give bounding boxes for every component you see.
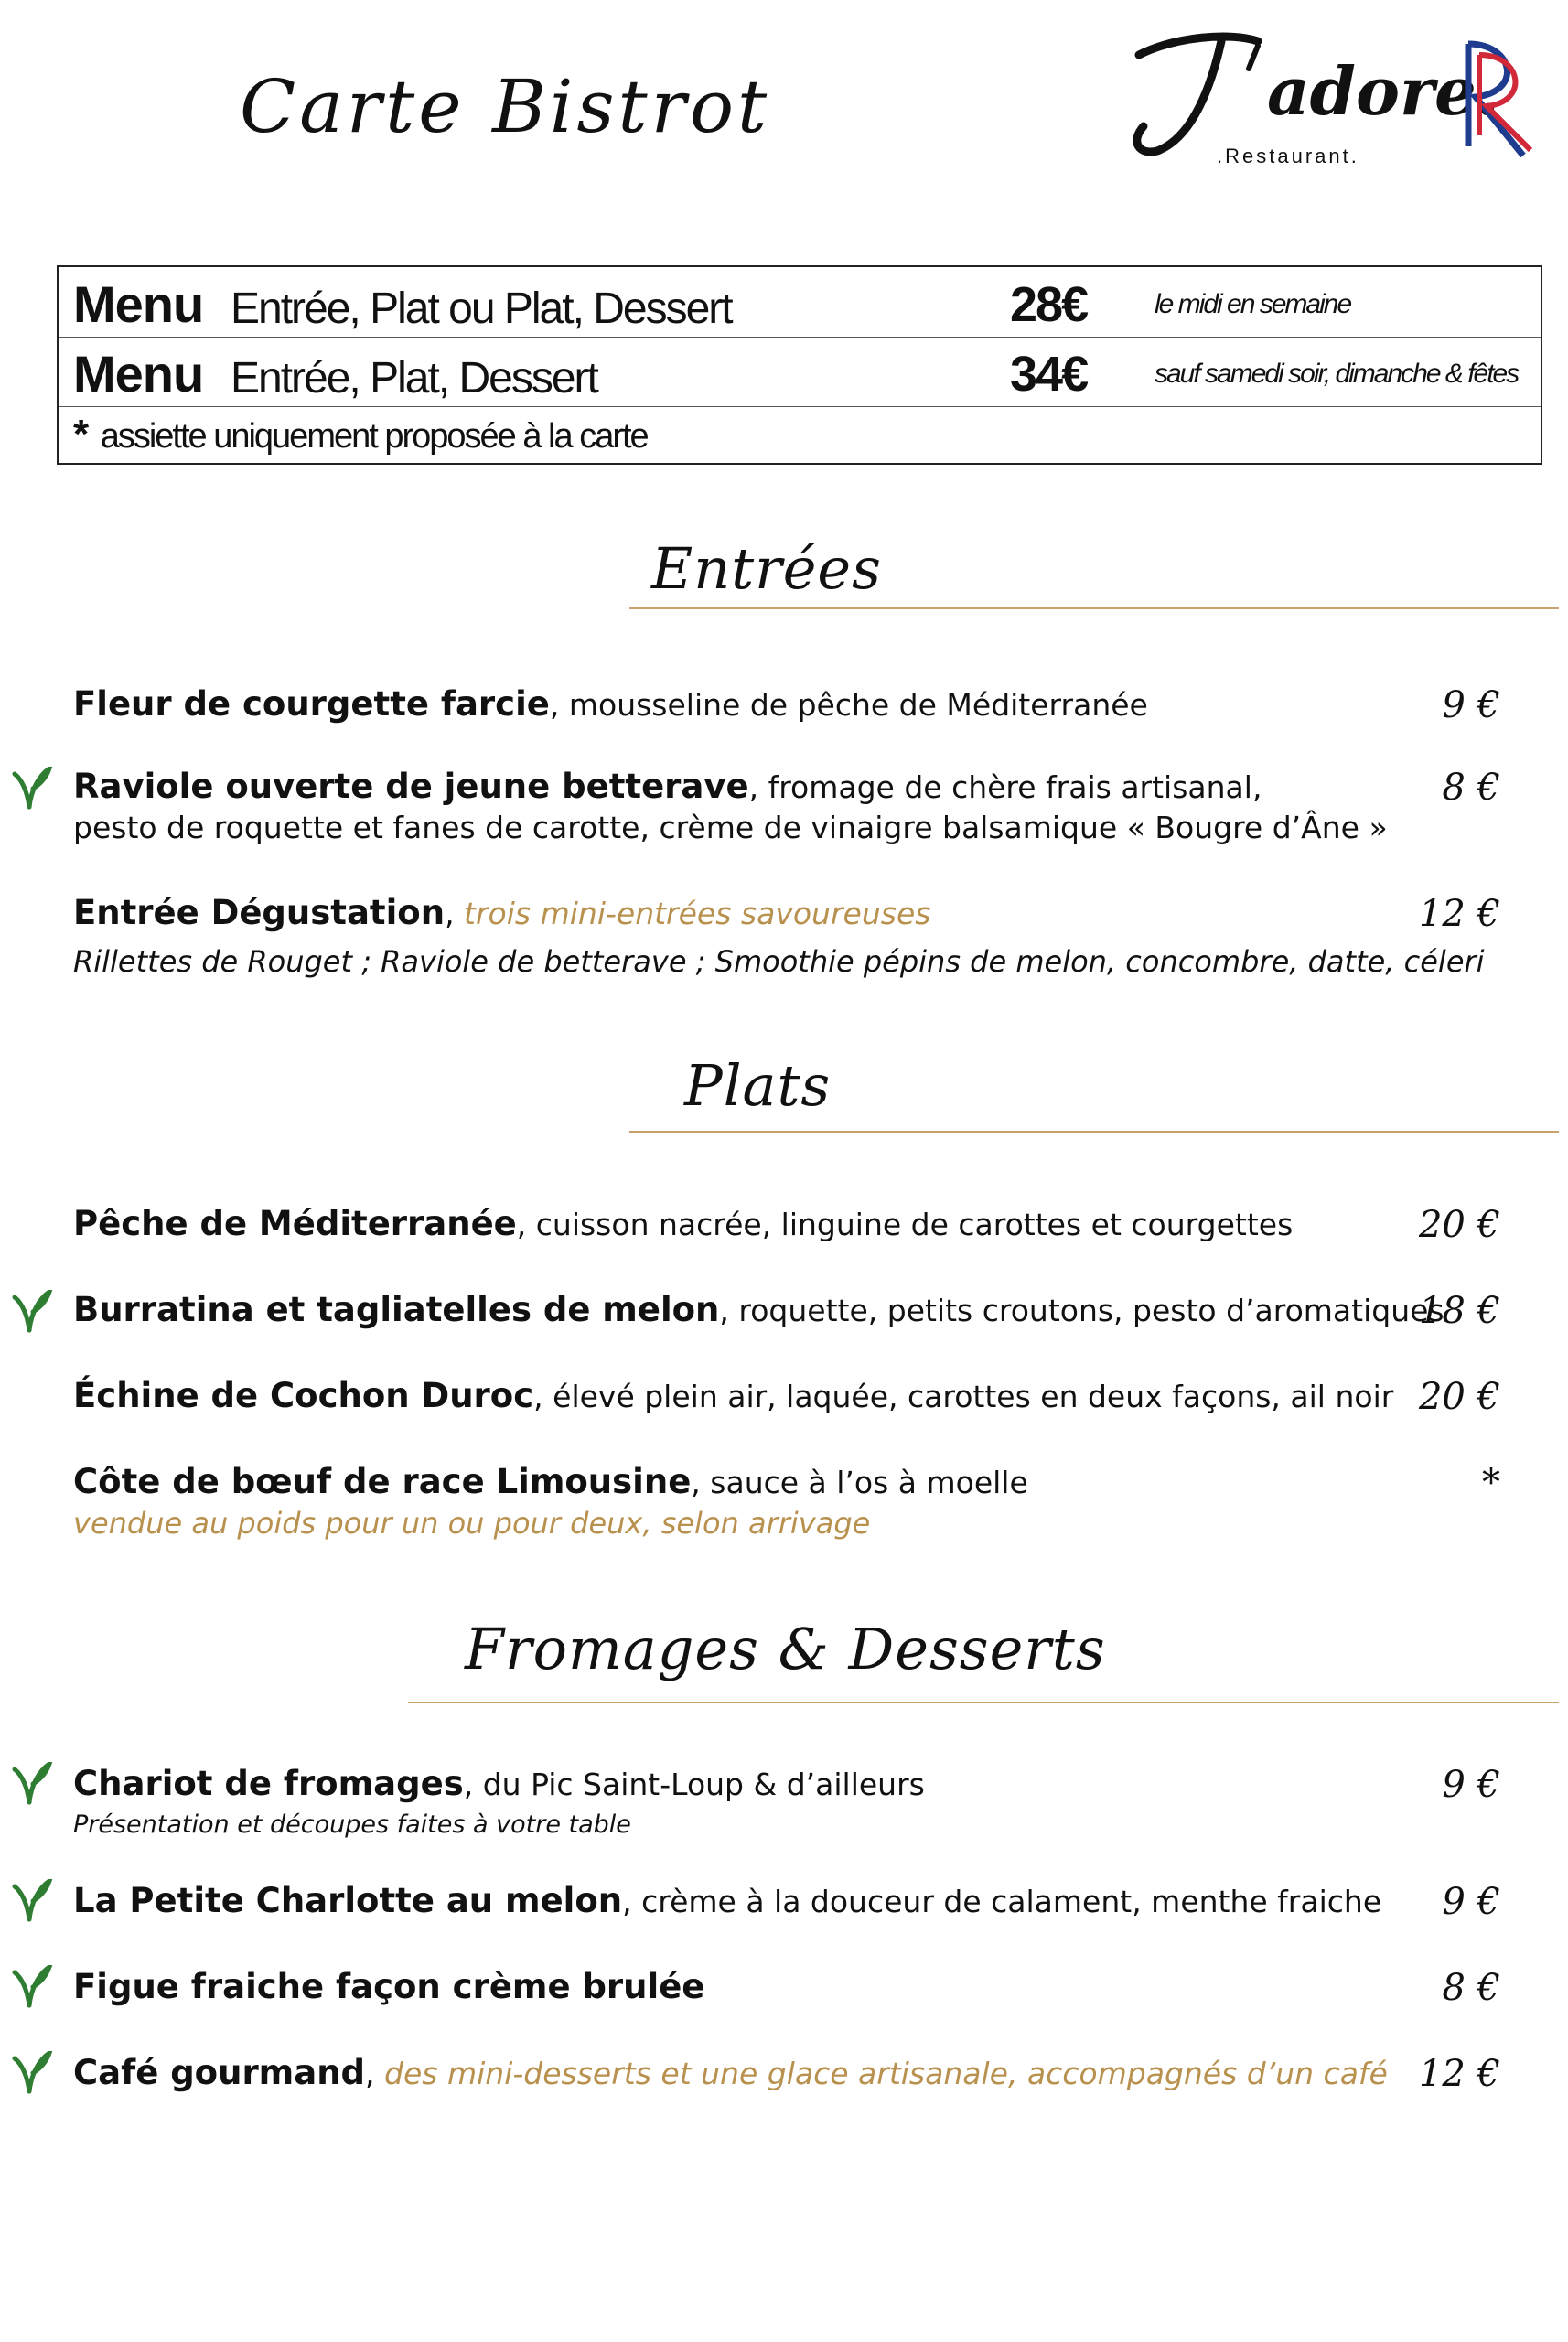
vegetarian-leaf-icon [11, 2051, 53, 2095]
dish-price: 9 € [1442, 1881, 1500, 1923]
dish-price: 9 € [1442, 684, 1500, 726]
dish-separator: , [445, 896, 465, 931]
dish-description-line2: pesto de roquette et fanes de carotte, crème de vinaigre balsamique « Bougre d’Âne » [73, 810, 1388, 845]
dish-description: trois mini-entrées savoureuses [464, 896, 931, 931]
section-divider [629, 607, 1559, 609]
page-title: Carte Bistrot [240, 64, 771, 149]
dish-item [73, 1290, 1500, 1331]
dish-name: Côte de bœuf de race Limousine [73, 1462, 692, 1501]
dish-item [73, 1376, 1500, 1417]
menu-row [59, 337, 1541, 407]
dish-name: Raviole ouverte de jeune betterave [73, 767, 749, 806]
dish-description: , crème à la douceur de calament, menthe fraiche [622, 1884, 1382, 1919]
dish-name: La Petite Charlotte au melon [73, 1881, 623, 1920]
dish-description: des mini-desserts et une glace artisanale, accompagnés d’un café [384, 2056, 1388, 2091]
dish-price: * [1482, 1462, 1500, 1504]
dish-price: 8 € [1442, 767, 1500, 809]
dish-name: Pêche de Méditerranée [73, 1204, 517, 1243]
dish-description: , élevé plein air, laquée, carottes en deux façons, ail noir [533, 1379, 1394, 1414]
dish-description: , roquette, petits croutons, pesto d’aromatiques [719, 1293, 1444, 1328]
dish-note: vendue au poids pour un ou pour deux, selon arrivage [73, 1506, 871, 1541]
dish-item [73, 2053, 1500, 2094]
vegetarian-leaf-icon [11, 1290, 53, 1334]
dish-name: Burratina et tagliatelles de melon [73, 1290, 720, 1329]
vegetarian-leaf-icon [11, 1965, 53, 2009]
dish-composition: Rillettes de Rouget ; Raviole de betterave ; Smoothie pépins de melon, concombre, datte, céleri [73, 944, 1485, 979]
dish-item [73, 1462, 1500, 1543]
dish-price: 12 € [1418, 893, 1500, 935]
restaurant-logo [1121, 18, 1541, 174]
dish-note: Présentation et découpes faites à votre table [73, 1810, 631, 1839]
menu-note: sauf samedi soir, dimanche & fêtes [1155, 359, 1519, 389]
dish-item [73, 767, 1500, 848]
dish-name: Fleur de courgette farcie [73, 684, 550, 724]
menu-formulas [57, 265, 1542, 465]
vegetarian-leaf-icon [11, 1879, 53, 1923]
section-title-plats: Plats [684, 1052, 832, 1119]
logo-subtitle: .Restaurant. [1217, 145, 1359, 167]
dish-name: Entrée Dégustation [73, 893, 446, 932]
dish-description: , mousseline de pêche de Méditerranée [549, 687, 1148, 723]
menu-footnote [73, 412, 648, 457]
menu-row [59, 267, 1541, 338]
vegetarian-leaf-icon [11, 767, 53, 811]
dish-price: 9 € [1442, 1764, 1500, 1806]
dish-item [73, 1967, 1500, 2008]
dish-description: , cuisson nacrée, linguine de carottes et courgettes [516, 1207, 1294, 1242]
svg-text:adore.: adore. [1267, 52, 1499, 130]
menu-note: le midi en semaine [1155, 289, 1351, 319]
menu-description: Entrée, Plat ou Plat, Dessert [231, 285, 732, 333]
dish-item [73, 893, 1500, 982]
dish-item [73, 1204, 1500, 1245]
section-title-desserts: Fromages & Desserts [465, 1616, 1106, 1682]
vegetarian-leaf-icon [11, 1762, 53, 1806]
dish-price: 20 € [1418, 1204, 1500, 1246]
dish-price: 8 € [1442, 1967, 1500, 2009]
section-divider [408, 1702, 1559, 1703]
menu-label: Menu [73, 275, 204, 333]
section-title-entrees: Entrées [651, 535, 882, 602]
dish-description: , du Pic Saint-Loup & d’ailleurs [463, 1767, 925, 1802]
dish-item [73, 684, 1500, 725]
dish-item [73, 1881, 1500, 1922]
footnote-star: * [73, 412, 88, 457]
dish-name: Figue fraiche façon crème brulée [73, 1967, 705, 2006]
dish-separator: , [365, 2056, 385, 2091]
dish-description: , sauce à l’os à moelle [691, 1465, 1028, 1500]
dish-name: Échine de Cochon Duroc [73, 1376, 534, 1415]
dish-name: Chariot de fromages [73, 1764, 464, 1803]
menu-description: Entrée, Plat, Dessert [231, 354, 597, 403]
dish-price: 12 € [1418, 2053, 1500, 2095]
dish-price: 20 € [1418, 1376, 1500, 1418]
menu-label: Menu [73, 345, 204, 403]
dish-item [73, 1764, 1500, 1845]
dish-description: , fromage de chère frais artisanal, [748, 769, 1262, 805]
dish-name: Café gourmand [73, 2053, 366, 2092]
footnote-text: assiette uniquement proposée à la carte [100, 417, 648, 456]
menu-price: 28€ [1010, 277, 1088, 332]
section-divider [629, 1131, 1559, 1133]
menu-price: 34€ [1010, 347, 1088, 402]
dish-price: 18 € [1418, 1290, 1500, 1332]
menu-footnote-row [59, 406, 1541, 463]
